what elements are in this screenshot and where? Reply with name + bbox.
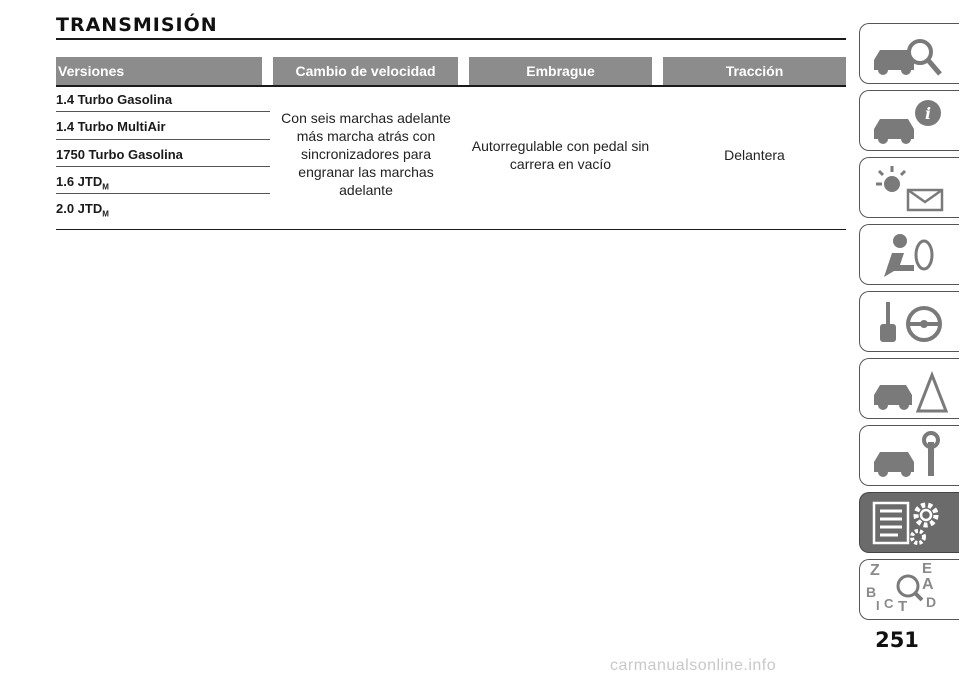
tab-index[interactable] [859,559,959,620]
table-bottom-rule [56,229,846,230]
version-row: 1.6 $JTD_M$ [56,174,109,192]
traction-cell: Delantera [724,147,785,163]
header-traccion: Tracción [663,57,846,85]
car-wrench-icon [870,430,950,482]
index-letter: T [898,598,908,615]
tab-emergency[interactable] [859,358,959,419]
index-letter: Z [870,562,880,579]
warning-lights-message-icon [870,162,950,214]
svg-text:i: i [924,104,932,123]
row-divider [56,166,270,167]
version-row: 1.4 Turbo MultiAir [56,119,166,134]
version-row: 1.4 Turbo Gasolina [56,92,173,107]
index-letter: A [922,576,934,593]
tab-specs[interactable] [859,492,959,553]
key-steering-wheel-icon [870,296,950,348]
watermark: carmanualsonline.info [610,657,777,674]
specs-gear-icon [870,497,950,549]
tab-car-info[interactable] [859,90,959,151]
version-row: 1750 Turbo Gasolina [56,147,183,162]
alphabetical-index-icon [870,564,950,616]
tab-key-steering[interactable] [859,291,959,352]
car-info-icon [870,95,950,147]
header-rule [56,85,846,87]
tab-airbag[interactable] [859,224,959,285]
index-letter: E [922,560,933,577]
tab-warning-lights[interactable] [859,157,959,218]
page-title: TRANSMISIÓN [56,14,218,36]
row-divider [56,111,270,112]
header-embrague: Embrague [469,57,652,85]
index-letter: I [876,598,880,613]
header-versiones: Versiones [56,57,262,85]
car-search-icon [870,28,950,80]
tab-maintenance[interactable] [859,425,959,486]
index-letter: B [866,584,877,600]
title-rule [56,38,846,40]
row-divider [56,193,270,194]
clutch-cell: Autorregulable con pedal sin carrera en vacío [471,138,650,172]
header-cambio: Cambio de velocidad [273,57,458,85]
car-emergency-icon [870,363,950,415]
page-number: 251 [875,628,919,652]
index-letter: D [926,594,937,610]
gearbox-cell: Con seis marchas adelante más marcha atrás con sincronizadores para engranar las marchas adelante [281,110,451,198]
tab-car-search[interactable] [859,23,959,84]
airbag-seat-icon [870,229,950,281]
index-letter: C [884,596,894,611]
row-divider [56,139,270,140]
version-row: 2.0 $JTD_M$ [56,201,109,219]
